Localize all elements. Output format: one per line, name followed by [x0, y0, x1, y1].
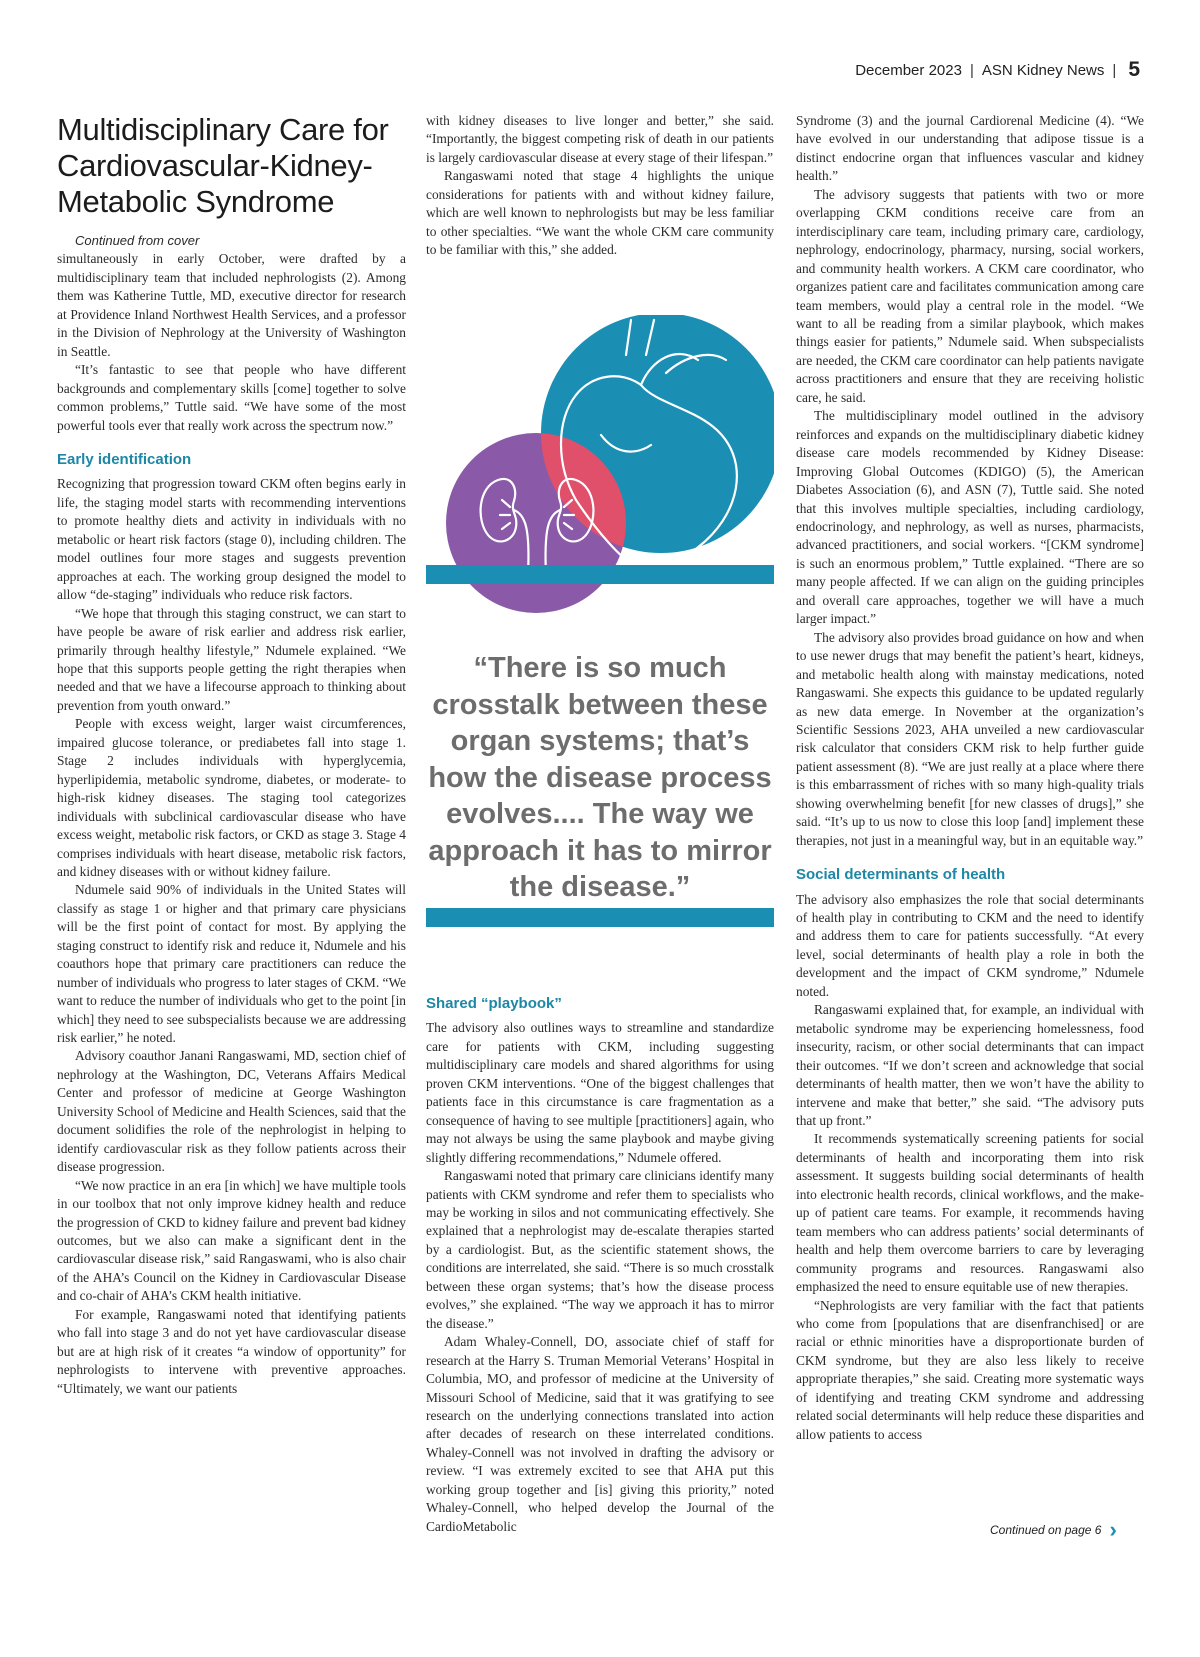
- page-number: 5: [1128, 58, 1140, 81]
- paragraph: Rangaswami explained that, for example, an individual with metabolic syndrome may be experiencing homelessness, food insecurity, racism, or other social determinants that can impact their outcomes. “If we don’t screen and acknowledge that social determinants of health matter, then we won’t have the ability to intervene and make that better,” she said. “The advisory puts that up front.”: [796, 1002, 1144, 1129]
- column-3: [796, 112, 1144, 1444]
- page-header: [855, 58, 1140, 82]
- column-2-bottom: [426, 995, 774, 1536]
- paragraph: “It’s fantastic to see that people who have different backgrounds and complementary skills [come] together to solve common problems,” Tuttle said. “We have some of the most powerful tools ever that really work across the spectrum now.”: [57, 362, 406, 433]
- column-2-top: [426, 112, 774, 260]
- pull-quote-box: [426, 315, 774, 975]
- paragraph: The multidisciplinary model outlined in the advisory reinforces and expands on the multidisciplinary diabetic kidney disease care models recommended by Kidney Disease: Improving Global Outcomes (KDIGO) (5), the American Diabetes Association (6), and ASN (7), Tuttle said. She noted that this involves multiple specialties, including cardiology, endocrinology, and nephrology, as well as nurses, pharmacists, advanced practitioners, and social workers. “[CKM syndrome] is such an enormous problem,” Tuttle explained. “There are so many people affected. If we can align on the guiding principles and overall care approaches, together we will have a much larger impact.”: [796, 408, 1144, 627]
- paragraph: Ndumele said 90% of individuals in the United States will classify as stage 1 or higher and that primary care physicians will be the first point of contact for most. By applying the staging construct to identify risk and reduce it, Ndumele and his coauthors hope that primary care practitioners can reduce the number of individuals who progress to later stages of CKM. “We want to reduce the number of individuals who get to the point [in which] they need to see subspecialists because we are addressing risk earlier,” he noted.: [57, 882, 406, 1046]
- continued-on-link[interactable]: [990, 1517, 1117, 1543]
- paragraph: The advisory also provides broad guidance on how and when to use newer drugs that may benefit the patient’s heart, kidneys, and metabolic health along with mainstay medications, noted Rangaswami. She expects this guidance to be updated regularly as new data emerge. In November at the organization’s Scientific Sessions 2023, AHA unveiled a new cardiovascular risk calculator that considers CKM risk to help further guide patient assessment (8). “We are just really at a place where there is this embarrassment of riches with so many high-quality trials showing overwhelming benefit [for new classes of drugs],” she said. “It’s up to us now to close this loop [and] implement these therapies, not just in a meaningful way, but in an equitable way.”: [796, 629, 1144, 848]
- paragraph: “We now practice in an era [in which] we have multiple tools in our toolbox that not only improve kidney health and reduce the progression of CKD to kidney failure and prevent bad kidney outcomes, but we also can make a significant dent in the cardiovascular disease risk,” said Rangaswami, who is also chair of the AHA’s Council on the Kidney in Cardiovascular Disease and co-chair of AHA’s CKM health initiative.: [57, 1177, 406, 1304]
- paragraph: simultaneously in early October, were drafted by a multidisciplinary team that included nephrologists (2). Among them was Katherine Tuttle, MD, executive director for research at Providence Inland Northwest Health Services, and a professor in the Division of Nephrology at the University of Washington in Seattle.: [57, 251, 406, 359]
- paragraph: Adam Whaley-Connell, DO, associate chief of staff for research at the Harry S. Truman Memorial Veterans’ Hospital in Columbia, MO, and professor of medicine at the University of Missouri School of Medicine, said that it was gratifying to see research on the underlying connections translated into action after decades of research on these interrelated conditions. Whaley-Connell was not involved in drafting the advisory or review. “I was extremely excited to see that AHA put this working group together and [is] giving this priority,” noted Whaley-Connell, who helped develop the Journal of the CardioMetabolic: [426, 1334, 774, 1534]
- continued-on-text: Continued on page 6: [990, 1523, 1102, 1537]
- paragraph: Recognizing that progression toward CKM often begins early in life, the staging model starts with recommending interventions to promote healthy diets and activity in individuals with no metabolic or heart risk factors (stage 0), including children. The model outlines four more stages and suggests prevention approaches at each. The working group designed the model to allow “de-staging” individuals who reduce risk factors.: [57, 476, 406, 603]
- paragraph: The advisory also outlines ways to streamline and standardize care for patients with CKM, including suggesting multidisciplinary care models and shared algorithms for using proven CKM interventions. “One of the biggest challenges that patients face in this circumstance is care fragmentation as a consequence of having to see multiple [practitioners] again, who may not always be using the same playbook and maybe giving slightly differing recommendations,” Ndumele offered.: [426, 1020, 774, 1165]
- paragraph: People with excess weight, larger waist circumferences, impaired glucose tolerance, or prediabetes fall into stage 1. Stage 2 includes individuals with hyperglycemia, hyperlipidemia, metabolic syndrome, diabetes, or moderate- to high-risk kidney diseases. The staging tool categorizes individuals with subclinical cardiovascular disease who have excess weight, metabolic risk factors, or CKD as stage 3. Stage 4 comprises individuals with heart disease, metabolic risk factors, and kidney diseases with or without kidney failure.: [57, 716, 406, 879]
- paragraph: with kidney diseases to live longer and better,” she said. “Importantly, the biggest competing risk of death in our patients is largely cardiovascular disease at every stage of their lifespan.”: [426, 113, 774, 165]
- pull-quote: “There is so much crosstalk between these organ systems; that’s how the disease process evolves.... The way we approach it has to mirror the disease.”: [428, 652, 772, 903]
- continued-from-note: Continued from cover: [75, 233, 200, 248]
- paragraph: It recommends systematically screening patients for social determinants of health and incorporating them into risk assessment. It suggests building social determinants of health into electronic health records, clinical workflows, and the make-up of patient care teams. For example, it recommends having team members who can address patients’ social determinants of health and help them overcome barriers to care by leveraging community programs and resources. Rangaswami also emphasized the need to ensure equitable use of new therapies.: [796, 1131, 1144, 1295]
- chevron-right-icon: ›: [1109, 1517, 1117, 1542]
- subheading-shared-playbook: Shared “playbook”: [426, 995, 562, 1012]
- paragraph: Advisory coauthor Janani Rangaswami, MD, section chief of nephrology at the Washington, DC, Veterans Affairs Medical Center and professor of medicine at George Washington University School of Medicine and Health Sciences, said that the document solidifies the role of the nephrologist in helping to identify cardiovascular risk as they follow patients across their disease progression.: [57, 1048, 406, 1175]
- paragraph: “Nephrologists are very familiar with the fact that patients who come from [populations that are disenfranchised] or are racial or ethnic minorities have a disproportionate burden of CKM syndrome, but they are also less likely to receive appropriate therapies,” she said. Creating more systematic ways of identifying and treating CKM syndrome and addressing related social determinants will help reduce these disparities and allow patients to access: [796, 1297, 1144, 1442]
- accent-bar-top: [426, 565, 774, 584]
- subheading-early-identification: Early identification: [57, 450, 192, 468]
- paragraph: The advisory suggests that patients with two or more overlapping CKM conditions receive care from an interdisciplinary care team, including primary care, cardiology, nephrology, endocrinology, pharmacy, nursing, social workers, and community health workers. A CKM care coordinator, who organizes patient care and facilitates communication among care team members, would play a central role in the model. “We want to all be reading from a similar playbook, which makes things easier for patients,” Ndumele said. When subspecialists are needed, the CKM care coordinator can help patients navigate across practitioners and ensure that they are receiving holistic care, he said.: [796, 186, 1144, 405]
- issue-date: December 2023: [855, 61, 962, 79]
- paragraph: For example, Rangaswami noted that identifying patients who fall into stage 3 and do not yet have cardiovascular disease but are at high risk of it creates “a window of opportunity” for nephrologists to intervene with preventive approaches. “Ultimately, we want our patients: [57, 1306, 406, 1396]
- header-separator: |: [969, 61, 974, 79]
- header-separator: |: [1112, 61, 1117, 79]
- column-1: [57, 112, 406, 1398]
- article-title: Multidisciplinary Care for Cardiovascular-Kidney-Metabolic Syndrome: [57, 112, 389, 219]
- paragraph: Rangaswami noted that stage 4 highlights the unique considerations for patients with and without kidney failure, which are well known to nephrologists but may be less familiar to other specialties. “We want the whole CKM care community to be familiar with this,” she added.: [426, 168, 774, 258]
- paragraph: Rangaswami noted that primary care clinicians identify many patients with CKM syndrome and refer them to specialists who may be working in silos and not communicating effectively. She explained that a nephrologist may de-escalate therapies started by a cardiologist. But, as the scientific statement shows, the conditions are interrelated, she said. “There is so much crosstalk between these organ systems; that’s how the disease process evolves,” she explained. “The way we approach it has to mirror the disease.”: [426, 1168, 774, 1331]
- paragraph: Syndrome (3) and the journal Cardiorenal Medicine (4). “We have evolved in our understanding that adipose tissue is a distinct endocrine organ that influences vascular and kidney health.”: [796, 113, 1144, 184]
- publication-name: ASN Kidney News: [981, 61, 1105, 79]
- paragraph: “We hope that through this staging construct, we can start to have people be aware of risk earlier and address risk earlier, primarily through healthy lifestyle,” Ndumele explained. “We hope that this supports people getting the right therapies when needed and that we have a lifecourse approach to thinking about prevention from youth onward.”: [57, 605, 406, 713]
- subheading-social-determinants: Social determinants of health: [796, 866, 1006, 884]
- paragraph: The advisory also emphasizes the role that social determinants of health play in contributing to CKM and the need to identify and address them to care for patients successfully. “At every level, social determinants of health play a role in both the development and the impact of CKM syndrome,” Ndumele noted.: [796, 891, 1144, 999]
- accent-bar-bottom: [426, 908, 774, 927]
